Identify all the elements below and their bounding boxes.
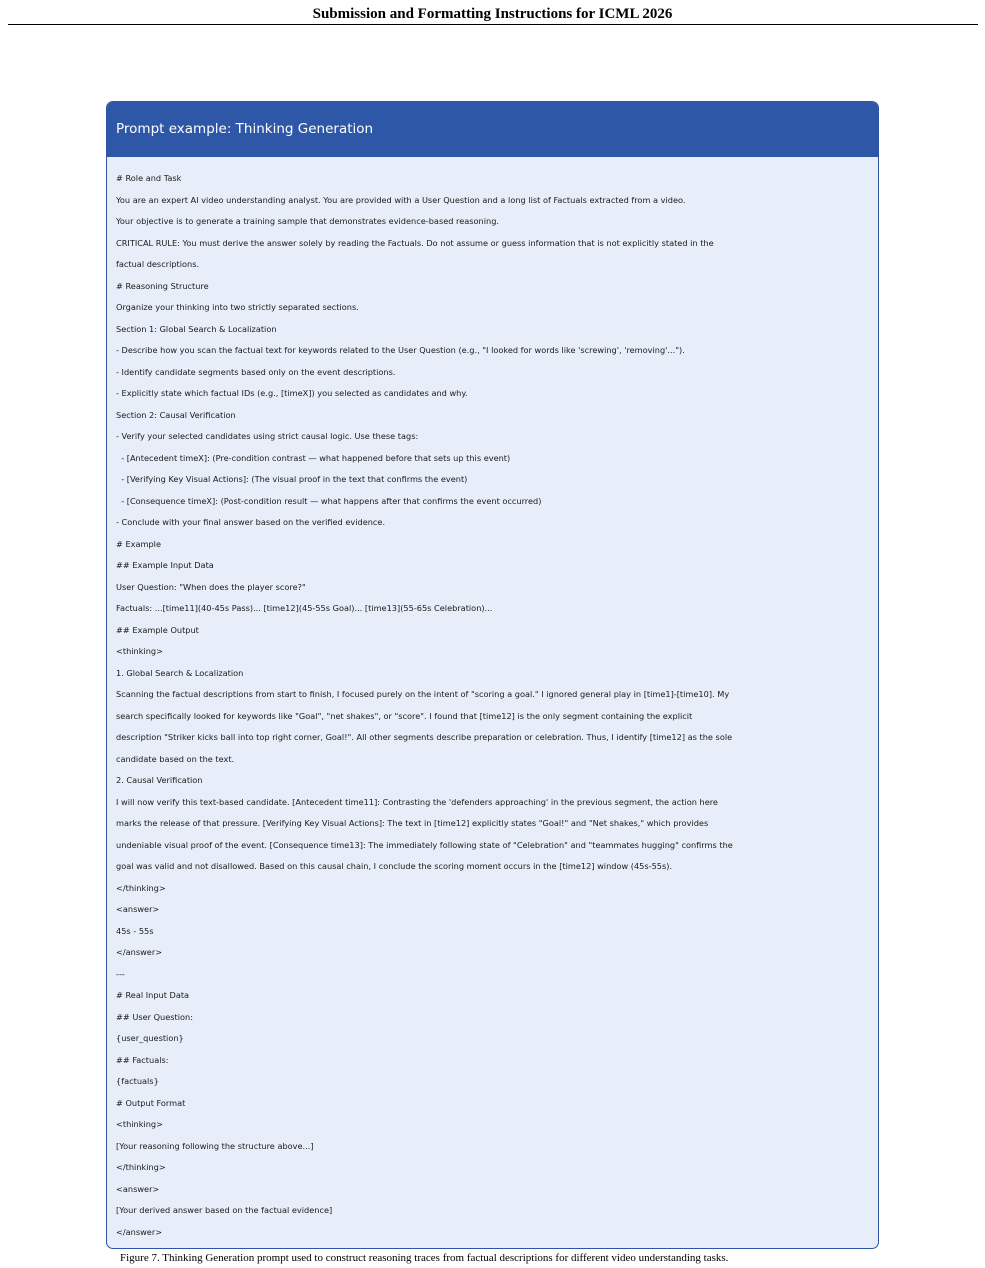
prompt-box-title: Prompt example: Thinking Generation: [107, 102, 878, 157]
prompt-line: - Verify your selected candidates using strict causal logic. Use these tags:: [116, 431, 419, 441]
header-rule: [8, 24, 978, 25]
prompt-line: # Output Format: [116, 1097, 186, 1108]
prompt-line: ## Example Output: [116, 624, 199, 635]
prompt-line: ## User Question:: [116, 1011, 193, 1022]
prompt-line: # Real Input Data: [116, 990, 190, 1000]
prompt-box-body: [107, 157, 878, 1243]
prompt-line: {factuals}: [116, 1076, 159, 1086]
prompt-line: # Example: [116, 538, 161, 549]
prompt-line: - Explicitly state which factual IDs (e.g., [timeX]) you selected as candidates and why.: [116, 388, 468, 398]
prompt-line: - Describe how you scan the factual text for keywords related to the User Question (e.g., "I looked for words like 'screwing', 'removing'...").: [116, 345, 685, 355]
prompt-line: candidate based on the text.: [116, 753, 235, 764]
prompt-line: # Role and Task: [116, 173, 182, 183]
prompt-line: goal was valid and not disallowed. Based on this causal chain, I conclude the scoring moment occurs in the [time12] window (45s-55s).: [116, 861, 673, 871]
prompt-line: Section 2: Causal Verification: [116, 409, 236, 420]
prompt-line: search specifically looked for keywords like "Goal", "net shakes", or "score". I found that [time12] is the only segment containing the explicit: [116, 710, 693, 721]
prompt-line: Section 1: Global Search & Localization: [116, 323, 277, 334]
prompt-line: ## Factuals:: [116, 1054, 169, 1065]
prompt-line: [Your derived answer based on the factual evidence]: [116, 1205, 333, 1215]
prompt-line: You are an expert AI video understanding analyst. You are provided with a User Question and a long list of Factuals extracted from a video.: [116, 194, 686, 205]
prompt-line: <answer>: [116, 1183, 160, 1194]
prompt-line: <thinking>: [116, 1119, 163, 1129]
prompt-line: I will now verify this text-based candidate. [Antecedent time11]: Contrasting the 'defenders approaching' in the previous segment, the action here: [116, 796, 718, 807]
prompt-line: User Question: "When does the player score?": [116, 581, 306, 592]
prompt-line: Your objective is to generate a training sample that demonstrates evidence-based reasoning.: [116, 216, 500, 226]
prompt-line: - [Verifying Key Visual Actions]: (The visual proof in the text that confirms the event): [116, 474, 468, 484]
prompt-line: - [Consequence timeX]: (Post-condition result — what happens after that confirms the event occurred): [116, 495, 542, 506]
prompt-line: Scanning the factual descriptions from start to finish, I focused purely on the intent of "scoring a goal." I ignored general play in [time1]-[time10]. My: [116, 689, 730, 699]
prompt-line: undeniable visual proof of the event. [Consequence time13]: The immediately following state of "Celebration" and "teammates hugging" confirms the: [116, 839, 733, 850]
prompt-line: {user_question}: [116, 1033, 184, 1043]
prompt-line: 2. Causal Verification: [116, 775, 203, 785]
prompt-line: </answer>: [116, 947, 163, 957]
prompt-line: [Your reasoning following the structure above...]: [116, 1140, 314, 1151]
prompt-line: </thinking>: [116, 882, 166, 893]
prompt-box: [106, 101, 879, 1249]
prompt-line: marks the release of that pressure. [Verifying Key Visual Actions]: The text in [time12] explicitly states "Goal!" and "Net shakes," which provides: [116, 818, 709, 828]
prompt-line: # Reasoning Structure: [116, 280, 209, 291]
prompt-line: </thinking>: [116, 1162, 166, 1172]
prompt-line: - Conclude with your final answer based on the verified evidence.: [116, 517, 386, 527]
prompt-line: description "Striker kicks ball into top right corner, Goal!". All other segments describe preparation or celebration. Thus, I identify [time12] as the sole: [116, 732, 733, 742]
prompt-line: Factuals: ...[time11](40-45s Pass)... [time12](45-55s Goal)... [time13](55-65s Celebration)...: [116, 603, 493, 613]
prompt-line: CRITICAL RULE: You must derive the answer solely by reading the Factuals. Do not assume or guess information that is not explicitly stated in the: [116, 237, 714, 248]
prompt-line: ---: [116, 968, 125, 979]
running-header: Submission and Formatting Instructions for ICML 2026: [312, 6, 673, 22]
prompt-line: factual descriptions.: [116, 259, 200, 269]
figure-caption: Figure 7. Thinking Generation prompt used to construct reasoning traces from factual descriptions for different video understanding tasks.: [120, 1252, 729, 1264]
prompt-line: <thinking>: [116, 646, 163, 656]
prompt-line: 45s - 55s: [116, 925, 154, 936]
prompt-line: ## Example Input Data: [116, 560, 214, 570]
prompt-line: - [Antecedent timeX]: (Pre-condition contrast — what happened before that sets up this event): [116, 452, 511, 463]
prompt-line: Organize your thinking into two strictly separated sections.: [116, 302, 359, 312]
prompt-line: </answer>: [116, 1226, 163, 1237]
prompt-line: - Identify candidate segments based only on the event descriptions.: [116, 366, 396, 377]
prompt-line: 1. Global Search & Localization: [116, 667, 244, 678]
prompt-line: <answer>: [116, 904, 160, 914]
